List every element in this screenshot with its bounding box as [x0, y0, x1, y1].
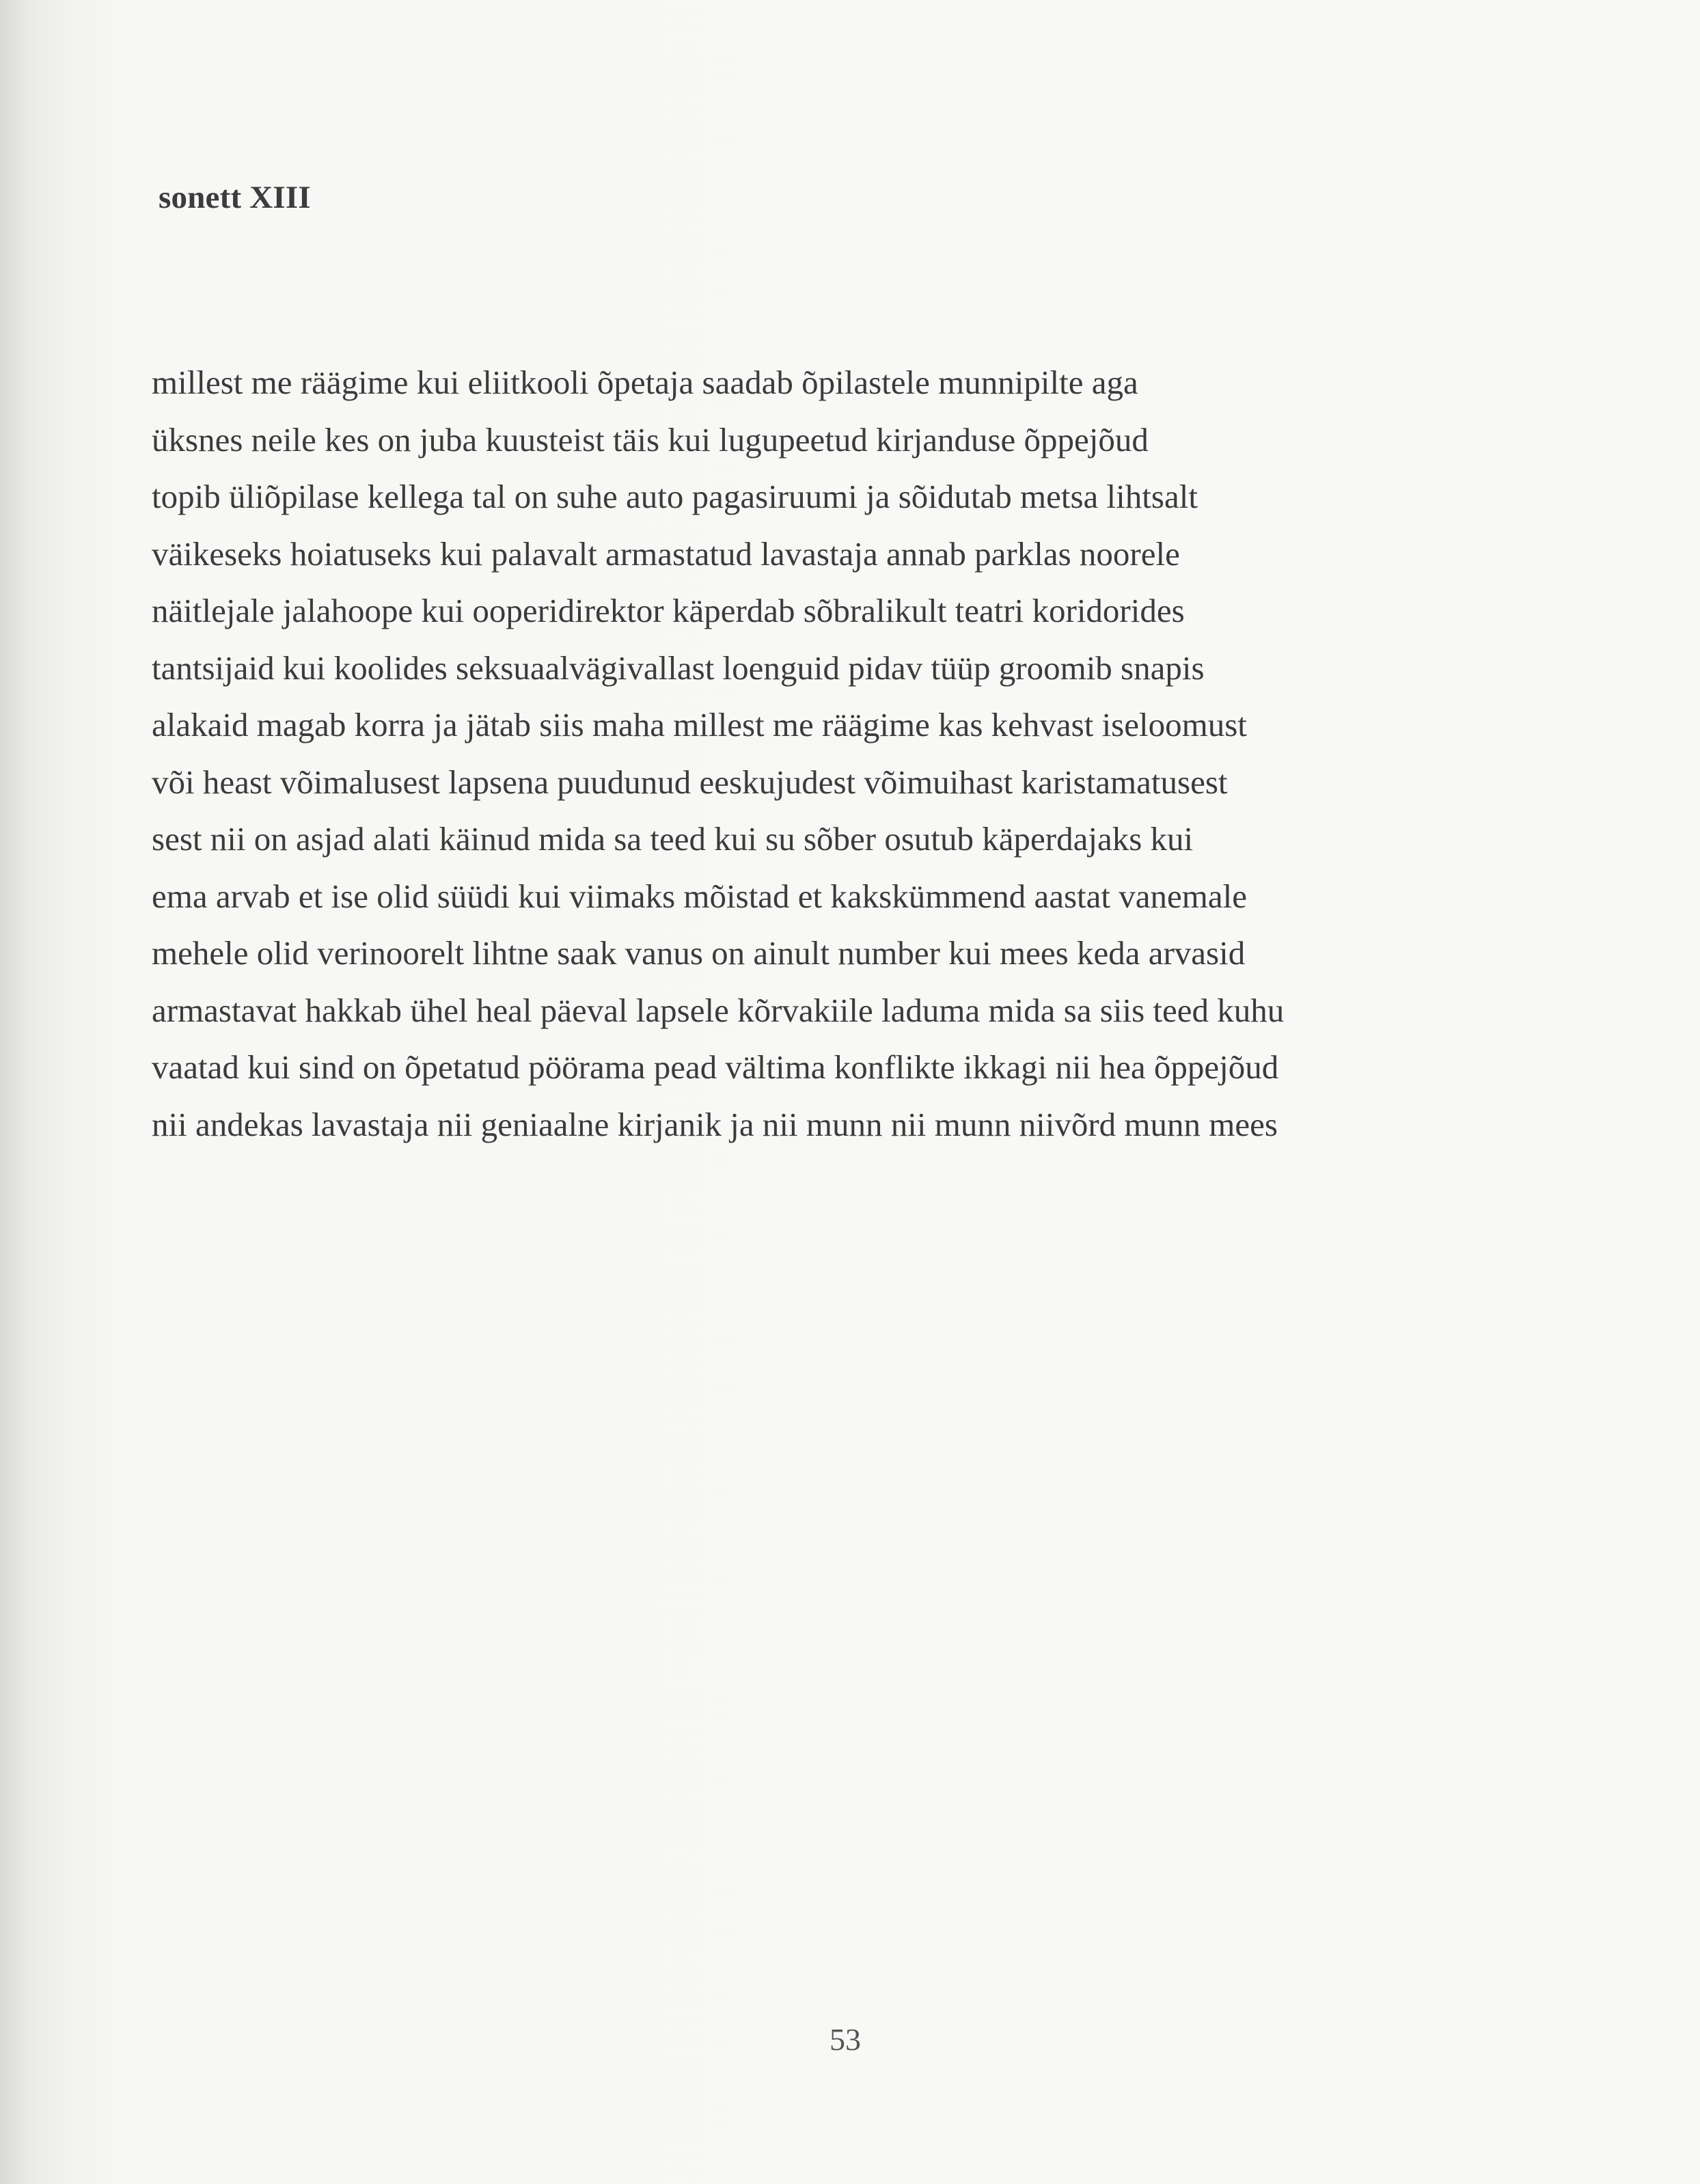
poem-line: väikeseks hoiatuseks kui palavalt armastatud lavastaja annab parklas noorele	[152, 534, 1180, 573]
poem-line: ema arvab et ise olid süüdi kui viimaks mõistad et kakskümmend aastat vanemale	[152, 877, 1247, 915]
poem-line: topib üliõpilase kellega tal on suhe auto pagasiruumi ja sõidutab metsa lihtsalt	[152, 478, 1198, 515]
poem-title: sonett XIII	[159, 180, 311, 215]
poem-line: või heast võimalusest lapsena puudunud eeskujudest võimuihast karistamatusest	[152, 763, 1228, 801]
poem-line: mehele olid verinoorelt lihtne saak vanus on ainult number kui mees keda arvasid	[152, 934, 1246, 972]
poem-line: alakaid magab korra ja jätab siis maha millest me räägime kas kehvast iseloomust	[152, 706, 1247, 743]
poem-line: vaatad kui sind on õpetatud pöörama pead vältima konflikte ikkagi nii hea õppejõud	[152, 1048, 1279, 1086]
poem-body	[152, 354, 1600, 1153]
poem-line: üksnes neile kes on juba kuusteist täis kui lugupeetud kirjanduse õppejõud	[152, 420, 1149, 459]
poem-line: nii andekas lavastaja nii geniaalne kirjanik ja nii munn nii munn niivõrd munn mees	[152, 1105, 1278, 1143]
poem-line: millest me räägime kui eliitkooli õpetaja saadab õpilastele munnipilte aga	[152, 364, 1138, 401]
poem-line: näitlejale jalahoope kui ooperidirektor käperdab sõbralikult teatri koridorides	[152, 592, 1185, 629]
poem-line: sest nii on asjad alati käinud mida sa teed kui su sõber osutub käperdajaks kui	[152, 820, 1194, 858]
page-number: 53	[830, 2022, 861, 2057]
poem-line: armastavat hakkab ühel heal päeval lapsele kõrvakiile laduma mida sa siis teed kuhu	[152, 991, 1285, 1029]
poem-line: tantsijaid kui koolides seksuaalvägivallast loenguid pidav tüüp groomib snapis	[152, 649, 1205, 687]
